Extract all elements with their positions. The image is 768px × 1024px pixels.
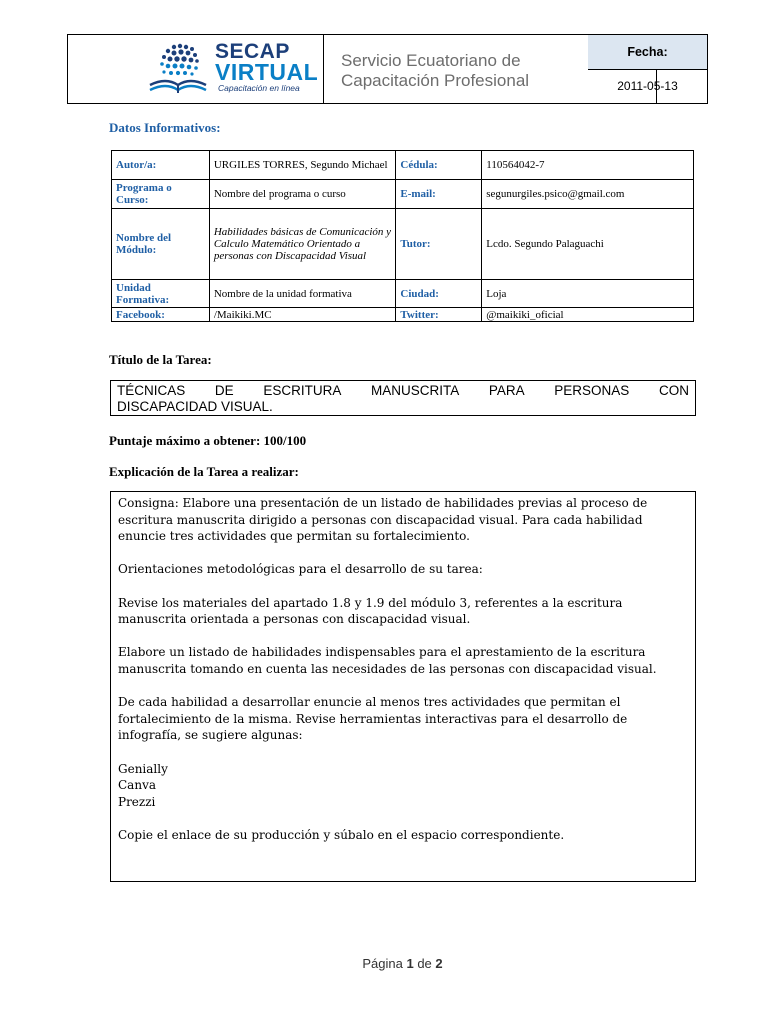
- secap-globe-book-icon: [144, 41, 212, 99]
- task-title-box: [110, 380, 696, 416]
- organization-name-line1: Servicio Ecuatoriano de: [341, 51, 521, 70]
- brand-virtual: VIRTUAL: [215, 59, 319, 85]
- tool-item: Genially: [118, 761, 168, 776]
- table-row: [112, 180, 694, 209]
- elabore-paragraph: Elabore un listado de habilidades indispensables para el aprestamiento de la escritura manuscrita tomando en cuenta las necesidades de las personas con discapacidad visual.: [118, 645, 657, 676]
- table-row: [112, 209, 694, 280]
- table-row: [112, 151, 694, 180]
- task-title-word: MANUSCRITA: [370, 383, 460, 398]
- date-label: Fecha:: [588, 35, 707, 70]
- current-page-number: 1: [406, 956, 414, 971]
- pagina-label: Página: [362, 956, 403, 971]
- cedula-label: Cédula:: [396, 151, 482, 180]
- consigna-paragraph: Consigna: Elabore una presentación de un listado de habilidades previas al proceso de escritura manuscrita dirigido a personas con discapacidad visual. Para cada habilidad enuncie tres actividades que permitan su fortalecimiento.: [118, 496, 648, 544]
- autor-label: Autor/a:: [112, 151, 210, 180]
- task-title-word: CON: [658, 383, 689, 398]
- brand-tagline: Capacitación en línea: [218, 83, 300, 93]
- brand-secap: SECAP: [215, 40, 290, 63]
- instructions-box: [110, 491, 696, 882]
- twitter-label: Twitter:: [396, 308, 482, 322]
- copie-paragraph: Copie el enlace de su producción y súbalo en el espacio correspondiente.: [118, 827, 565, 842]
- tool-item: Prezzi: [118, 794, 156, 809]
- logo-cell: [68, 35, 324, 103]
- organization-name-line2: Capacitación Profesional: [341, 71, 530, 90]
- page-footer: [0, 956, 768, 971]
- orientaciones-paragraph: Orientaciones metodológicas para el desarrollo de su tarea:: [118, 562, 483, 577]
- ciudad-label: Ciudad:: [396, 280, 482, 308]
- unidad-label: Unidad Formativa:: [112, 280, 210, 308]
- email-label: E-mail:: [396, 180, 482, 209]
- organization-name: [341, 51, 529, 91]
- tutor-label: Tutor:: [396, 209, 482, 280]
- task-title-word: DE: [214, 383, 234, 398]
- modulo-value: Habilidades básicas de Comunicación y Calculo Matemático Orientado a personas con Discapacidad Visual: [209, 209, 396, 280]
- cada-habilidad-paragraph: De cada habilidad a desarrollar enuncie al menos tres actividades que permitan el fortalecimiento de la misma. Revise herramientas interactivas para el desarrollo de infografía, se sugiere algunas:: [118, 695, 628, 743]
- date-cell: [588, 35, 707, 103]
- modulo-label: Nombre del Módulo:: [112, 209, 210, 280]
- email-value: segunurgiles.psico@gmail.com: [482, 180, 694, 209]
- table-row: [112, 308, 694, 322]
- tool-item: Canva: [118, 778, 156, 793]
- task-title-word: TÉCNICAS: [117, 383, 186, 398]
- facebook-label: Facebook:: [112, 308, 210, 322]
- section-titulo-tarea: Título de la Tarea:: [109, 352, 212, 367]
- task-title-word: ESCRITURA: [263, 383, 342, 398]
- programa-value: Nombre del programa o curso: [209, 180, 396, 209]
- ciudad-value: Loja: [482, 280, 694, 308]
- tutor-value: Lcdo. Segundo Palaguachi: [482, 209, 694, 280]
- task-title-line2: DISCAPACIDAD VISUAL.: [117, 399, 273, 414]
- programa-label: Programa o Curso:: [112, 180, 210, 209]
- total-pages-number: 2: [435, 956, 443, 971]
- facebook-value: /Maikiki.MC: [209, 308, 396, 322]
- section-datos-informativos: Datos Informativos:: [109, 120, 221, 135]
- date-value: 2011-05-13: [617, 79, 678, 93]
- document-header: [67, 34, 708, 104]
- task-title-word: PARA: [488, 383, 525, 398]
- unidad-value: Nombre de la unidad formativa: [209, 280, 396, 308]
- twitter-value: @maikiki_oficial: [482, 308, 694, 322]
- puntaje-maximo: Puntaje máximo a obtener: 100/100: [109, 433, 307, 448]
- autor-value: URGILES TORRES, Segundo Michael: [209, 151, 396, 180]
- table-row: [112, 280, 694, 308]
- revise-paragraph: Revise los materiales del apartado 1.8 y 1.9 del módulo 3, referentes a la escritura manuscrita orientada a personas con discapacidad visual.: [118, 595, 623, 627]
- cedula-value: 110564042-7: [482, 151, 694, 180]
- task-title-line1: [117, 383, 689, 399]
- de-label: de: [417, 956, 432, 971]
- section-explicacion: Explicación de la Tarea a realizar:: [109, 464, 299, 479]
- info-table: [111, 150, 694, 322]
- task-title-word: PERSONAS: [554, 383, 630, 398]
